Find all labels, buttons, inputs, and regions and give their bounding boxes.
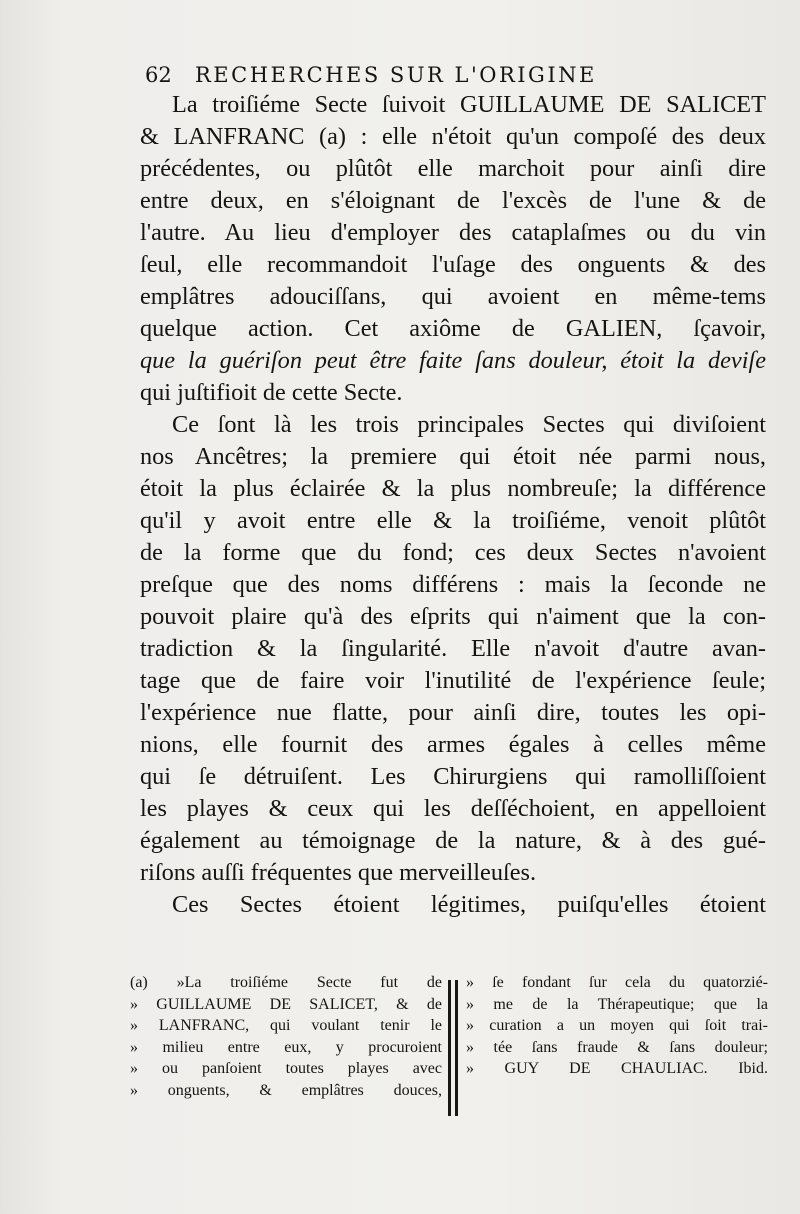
body-line: emplâtres adouciſſans, qui avoient en même-tems — [140, 283, 766, 310]
footnote-line: (a) »La troiſiéme Secte fut de — [130, 974, 442, 991]
body-line: tage que de faire voir l'inutilité de l'expérience ſeule; — [140, 667, 766, 694]
running-title: RECHERCHES SUR L'ORIGINE — [195, 63, 597, 87]
body-line: qui ſe détruiſent. Les Chirurgiens qui ramolliſſoient — [140, 763, 766, 790]
footnote-line: » tée ſans fraude & ſans douleur; — [466, 1038, 768, 1056]
body-line: preſque que des noms différens : mais la ſeconde ne — [140, 571, 766, 598]
page-number: 62 — [145, 63, 172, 87]
body-line: tradiction & la ſingularité. Elle n'avoit d'autre avan- — [140, 635, 766, 662]
footnote-line: » ſe fondant ſur cela du quatorzié- — [466, 974, 768, 991]
body-line: nions, elle fournit des armes égales à celles même — [140, 731, 766, 758]
body-line: La troiſiéme Secte ſuivoit GUILLAUME DE SALICET — [172, 91, 766, 118]
footnote-line: » curation a un moyen qui ſoit trai- — [466, 1017, 768, 1034]
footnote-left-column — [130, 972, 442, 1101]
body-line: également au témoignage de la nature, & à des gué- — [140, 827, 766, 854]
footnote-line: » GUY DE CHAULIAC. Ibid. — [466, 1060, 768, 1077]
body-line: ſeul, elle recommandoit l'uſage des onguents & des — [140, 251, 766, 278]
body-line: les playes & ceux qui les deſſéchoient, en appelloient — [140, 795, 766, 822]
column-divider-rule — [448, 980, 451, 1116]
body-line: quelque action. Cet axiôme de GALIEN, ſçavoir, — [140, 315, 766, 342]
body-line: qu'il y avoit entre elle & la troiſiéme, venoit plûtôt — [140, 507, 766, 534]
body-line: nos Ancêtres; la premiere qui étoit née parmi nous, — [140, 443, 766, 470]
body-line: qui juſtifioit de cette Secte. — [140, 379, 403, 406]
body-line: pouvoit plaire qu'à des eſprits qui n'aiment que la con- — [140, 603, 766, 630]
body-line: Ce ſont là les trois principales Sectes qui diviſoient — [172, 411, 766, 438]
footnote-line: » onguents, & emplâtres douces, — [130, 1081, 442, 1099]
body-line: étoit la plus éclairée & la plus nombreuſe; la différence — [140, 475, 766, 502]
footnote-line: » milieu entre eux, y procuroient — [130, 1038, 442, 1056]
footnote-right-column — [466, 972, 768, 1080]
body-line: l'expérience nue flatte, pour ainſi dire, toutes les opi- — [140, 699, 766, 726]
running-header — [145, 60, 705, 90]
footnote-line: » GUILLAUME DE SALICET, & de — [130, 995, 442, 1013]
body-line: & LANFRANC (a) : elle n'étoit qu'un compoſé des deux — [140, 123, 766, 150]
footnote-line: » ou panſoient toutes playes avec — [130, 1060, 442, 1077]
footnote-line: » LANFRANC, qui voulant tenir le — [130, 1017, 442, 1034]
column-divider-rule — [455, 980, 458, 1116]
body-line: riſons auſſi fréquentes que merveilleuſes. — [140, 859, 537, 886]
body-line: l'autre. Au lieu d'employer des cataplaſmes ou du vin — [140, 219, 766, 246]
body-line: entre deux, en s'éloignant de l'excès de l'une & de — [140, 187, 766, 214]
body-line: précédentes, ou plûtôt elle marchoit pour ainſi dire — [140, 155, 766, 182]
footnote-line: » me de la Thérapeutique; que la — [466, 995, 768, 1013]
body-line: de la forme que du fond; ces deux Sectes n'avoient — [140, 539, 766, 566]
body-line: Ces Sectes étoient légitimes, puiſqu'elles étoient — [172, 891, 766, 918]
main-text — [140, 89, 766, 921]
body-line-italic: que la guériſon peut être faite ſans douleur, étoit la deviſe — [140, 347, 766, 374]
